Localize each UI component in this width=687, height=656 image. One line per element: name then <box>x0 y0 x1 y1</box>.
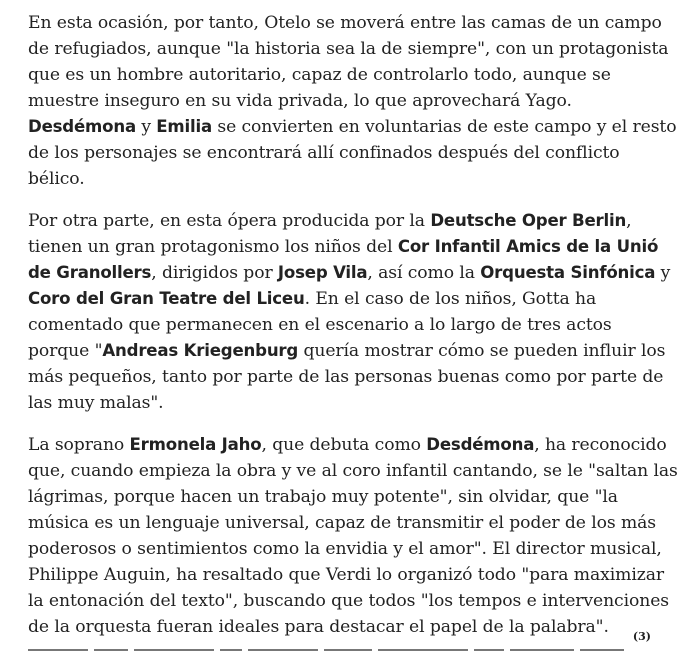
text-span: y <box>135 117 157 137</box>
bold-name-ermonela-jaho: Ermonela Jaho <box>129 435 262 454</box>
bold-name-josep-vila: Josep Vila <box>277 263 368 282</box>
bold-name-cor-infantil: Cor Infantil Amics de la Unió de Granollers <box>28 237 659 282</box>
text-span: se convierten en voluntarias de este campo y el resto de los personajes se encontrará allí confinados después del conflicto bélico. <box>28 117 677 189</box>
text-span: quería mostrar cómo se pueden influir los más pequeños, tanto por parte de las personas buenas como por parte de las muy malas". <box>28 341 666 413</box>
bold-name-orquesta: Orquesta Sinfónica <box>480 263 656 282</box>
bold-name-kriegenburg: Andreas Kriegenburg <box>102 341 299 360</box>
paragraph-1 <box>28 10 678 192</box>
text-span: y <box>655 263 671 283</box>
article-body <box>28 10 678 656</box>
text-span: , que debuta como <box>261 435 427 455</box>
bold-name-emilia: Emilia <box>156 117 212 136</box>
bold-name-coro-liceu: Coro del Gran Teatre del Liceu <box>28 289 305 308</box>
text-span: . En el caso de los niños, Gotta ha comentado que permanecen en el escenario a lo largo de tres actos porque " <box>28 289 612 361</box>
text-span: , así como la <box>367 263 481 283</box>
footnote-marker: (3) <box>632 630 651 643</box>
bold-name-desdemona: Desdémona <box>426 435 535 454</box>
text-span: , dirigidos por <box>151 263 278 283</box>
text-span: Por otra parte, en esta ópera producida por la <box>28 211 431 231</box>
text-span: En esta ocasión, por tanto, Otelo se moverá entre las camas de un campo de refugiados, aunque "la historia sea la de siempre", con un protagonista que es un hombre autoritario, capaz de controlarlo todo, aunque se muestre inseguro en su vida privada, lo que aprovechará Yago. <box>28 13 669 111</box>
bold-name-deutsche-oper: Deutsche Oper Berlin <box>430 211 627 230</box>
text-span: , tienen un gran protagonismo los niños del <box>28 211 632 257</box>
bold-name-desdemona: Desdémona <box>28 117 136 136</box>
cut-off-next-line <box>28 649 648 653</box>
text-span: , ha reconocido que, cuando empieza la obra y ve al coro infantil cantando, se le "saltan las lágrimas, porque hacen un trabajo muy potente", sin olvidar, que "la música es un lenguaje universal, capaz de transmitir el poder de los más poderosos o sentimientos como la envidia y el amor". El director musical, Philippe Auguin, ha resaltado que Verdi lo organizó todo "para maximizar la entonación del texto", buscando que todos "los tempos e intervenciones de la orquesta fueran ideales para destacar el papel de la palabra". <box>28 435 678 637</box>
text-span: La soprano <box>28 435 130 455</box>
paragraph-2 <box>28 208 678 416</box>
paragraph-3 <box>28 432 678 640</box>
